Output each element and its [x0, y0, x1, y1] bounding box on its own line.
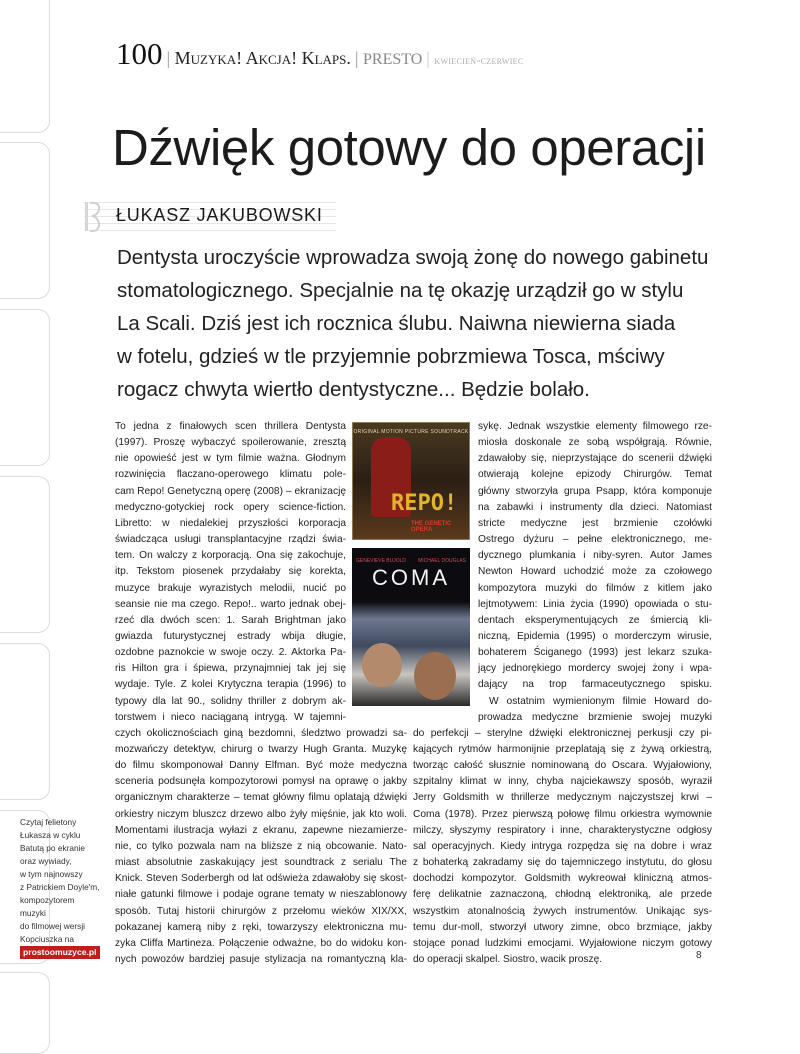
poster-title: COMA [372, 565, 450, 590]
body-text-line: lejtmotywem: Linia życia (1990) opowiada o stu- [478, 598, 712, 610]
body-text-line: orkiestry niczym bluszcz drzewo albo żyły mięśnie, jak kto woli. [115, 808, 407, 820]
body-text-line: jący jednorękiego mordercy swojej żony i wpa- [478, 663, 712, 675]
end-of-article-mark: 8 [696, 950, 702, 961]
separator: | [166, 48, 175, 68]
poster-credit: MICHAEL DOUGLAS [418, 558, 466, 564]
body-text-line: gwiazda futurystycznej estrady wbija długie, [115, 630, 346, 642]
body-text-line: pokazanej kamerą niby z ręki, towarzyszy elektroniczna mu- [115, 921, 407, 933]
body-text-line: milczy, słyszymy respiratory i inne, charakterystyczne odgłosy [413, 824, 712, 836]
body-text-line: niczną, Epidemia (1995) o morderczym wirusie, [478, 630, 712, 642]
body-text-line: dochodzi kompozytor. Goldsmith wykreował kliniczną atmos- [413, 873, 712, 885]
body-text-line: prowadza medyczne brzmienie swojej muzyki [478, 711, 712, 723]
body-text-line: niałe gatunki filmowe i podaje ograne tematy w nieszablonowy [115, 889, 407, 901]
lede-line: stomatologicznego. Specjalnie na tę okazję urządził go w stylu [117, 279, 684, 302]
body-text-line: wszystkim atonalnością żywych instrumentów. Unikając sys- [413, 905, 712, 917]
repo-soundtrack-cover-image [352, 422, 470, 540]
body-text-line: muzyce brakuje wyrazistych melodii, nucić po [115, 582, 346, 594]
body-text-line: itp. Tekstom piosenek przydałaby się korekta, [115, 566, 346, 578]
poster-credits [356, 558, 466, 564]
lede-line: Dentysta uroczyście wprowadza swoją żonę do nowego gabinetu [117, 246, 709, 269]
article-lede [117, 241, 717, 406]
body-text-line: otwierają kolejne epizody Chirurgów. Temat [478, 469, 712, 481]
body-text-line: do perfekcji – sterylne dźwięki elektronicznej perkusji czy pi- [413, 727, 712, 739]
promo-line: Czytaj felietony [20, 817, 77, 827]
magazine-name: PRESTO [363, 51, 423, 68]
body-text-line: dycznego plumkania i niby-syren. Autor James [478, 550, 712, 562]
promo-line: kompozytorem muzyki [20, 895, 75, 918]
body-text-line: bohaterem Ściganego (1993) jest lekarz szuka- [478, 647, 712, 659]
body-text-line: Newton Howard uchodzić może za czołowego [478, 566, 712, 578]
sidebar-promo [20, 816, 100, 959]
body-text-line: medyczno-gotyckiej rock opery science-fiction. [115, 501, 346, 513]
body-text-line: miast absolutnie zaskakujący jest soundtrack z serialu The [115, 857, 407, 869]
body-text-line: sal operacyjnych. Kiedy intryga rozpędza się na dobre i wraz [413, 840, 712, 852]
body-text-line: rozwinięcia flaczano-operowego klimatu pole- [115, 469, 346, 481]
coma-movie-poster-image [352, 548, 470, 706]
body-text-line: stojące ponad ludzkimi emocjami. Wyjałowione niczym gotowy [413, 937, 712, 949]
body-text-line: ozdobne paznokcie w swoje oczy. 2. Aktorka Pa- [115, 647, 346, 659]
body-text-line: do filmu skomponował Danny Elfman. Być może medyczna [115, 760, 407, 772]
issue-date: kwiecień-czerwiec [434, 53, 524, 67]
section-name: Muzyka! Akcja! Klaps. [174, 48, 351, 68]
body-text-line: W ostatnim wymienionym filmie Howard do- [489, 695, 712, 707]
body-text-line: temu dur-moll, stworzył utwory zimne, obco brzmiące, jakby [413, 921, 712, 933]
body-text-line: tem. On walczy z korporacją. Ona się zakochuje, [115, 550, 346, 562]
separator: | [354, 48, 364, 68]
body-text-line: świadcząca usługi transplantacyjne rządzi świa- [115, 534, 346, 546]
body-text-line: ferę delikatnie zaznaczoną, chłodną elektroniką, ale przede [413, 889, 712, 901]
website-link[interactable]: prostoomuzyce.pl [20, 946, 100, 959]
lede-line: rogacz chwyta wiertło dentystyczne... Będzie bolało. [117, 378, 590, 401]
promo-line: do filmowej wersji [20, 921, 86, 931]
promo-line: Batutą po ekranie [20, 843, 86, 853]
promo-line: Kopciuszka na [20, 934, 74, 944]
body-text-line: Coma (1978). Przez pierwszą połowę filmu orkiestra wymownie [413, 808, 712, 820]
body-text-line: organicznym charakterze – temat główny filmu oplatają dźwięki [115, 792, 407, 804]
margin-tab [0, 643, 50, 800]
running-header [116, 36, 524, 72]
margin-tab [0, 972, 50, 1054]
body-text-line: nych powozów bardziej pasuje stylizacja na romantyczną kla- [115, 953, 407, 965]
cover-caption: ORIGINAL MOTION PICTURE SOUNDTRACK [353, 429, 469, 435]
body-text-line: Jerry Goldsmith w thrillerze medycznym najczystszej krwi – [413, 792, 712, 804]
body-text-line: cam Repo! Genetyczną operę (2008) – ekranizację [115, 485, 346, 497]
body-text-line: z bohaterką zakradamy się do tajemniczego instytutu, do głosu [413, 857, 712, 869]
margin-tab [0, 0, 50, 133]
body-text-line: na zabawki i instrumenty dla dzieci. Natomiast [478, 501, 712, 513]
article-title: Dźwięk gotowy do operacji [112, 119, 706, 176]
promo-line: oraz wywiady, [20, 856, 72, 866]
margin-tab [0, 476, 50, 633]
body-text-line: nie, co tylko pozwala nam na bliższe z nią obcowanie. Nato- [115, 840, 407, 852]
body-text-line: rzeć dla dwóch scen: 1. Sarah Brightman jako [115, 614, 346, 626]
body-text-line: seansie nie ma czego. Repo!.. warto jednak obej- [115, 598, 346, 610]
poster-figure [414, 652, 456, 700]
body-text-line: sposób. Tutaj historii chirurgów z przełomu wieków XIX/XX, [115, 905, 407, 917]
body-text-line: do operacji skalpel. Siostro, wacik proszę. [413, 953, 603, 965]
body-text-line: kających rytmów harmonijnie przeplatają się z żywą orkiestrą, [413, 744, 712, 755]
separator: | [426, 48, 435, 68]
body-text-line: dający na trop farmaceutycznego spisku. [478, 679, 712, 691]
body-text-line: wydaje. Tyle. Z kolei Krytyczna terapia (1996) to [115, 679, 346, 691]
body-text-line: ris Hilton gra i śpiewa, przynajmniej tak jej się [115, 663, 346, 675]
poster-figure [362, 643, 402, 687]
clef-icon [84, 200, 102, 234]
lede-line: w fotelu, gdzieś w tle przyjemnie pobrzmiewa Tosca, mściwy [117, 345, 665, 368]
body-text-line: zdawałoby się, nieprzystające do scenerii dźwięki [478, 453, 712, 465]
body-text-line: mozwańczy detektyw, chirurg o twarzy Hugh Granta. Muzykę [115, 744, 407, 755]
promo-line: Łukasza w cyklu [20, 830, 81, 840]
cover-title: REPO! [391, 491, 458, 516]
body-text-line: Knick. Steven Soderbergh od lat odświeża zdawałoby się skost- [115, 873, 407, 885]
body-text-line: szpitalny klimat w inny, chyba najciekawszy sposób, wyraził [413, 776, 712, 788]
margin-tab [0, 142, 50, 299]
body-text-line: czych okolicznościach giną bezdomni, śledztwo prowadzi sa- [115, 727, 407, 739]
poster-credit: GENEVIEVE BUJOLD [356, 558, 407, 564]
promo-line: w tym najnowszy [20, 869, 83, 879]
body-text-line: sceneria podsunęła kompozytorowi pomysł na oprawę o jakby [115, 776, 407, 788]
body-text-line: nie opowieść jest w tym filmie ważna. Głodnym [115, 453, 346, 465]
body-text-line: miosła doskonale ze sobą współgrają. Równie, [478, 437, 712, 449]
body-text-line: kompozytora muzyki do filmów z kitlem jako [478, 582, 712, 594]
body-text-line: główny stworzyła grupa Psapp, która komponuje [478, 485, 712, 497]
body-text-line: sykę. Jednak wszystkie elementy filmowego rze- [478, 421, 712, 432]
body-text-line: (1997). Proszę wybaczyć spoilerowanie, zresztą [115, 437, 346, 449]
body-text-line: torstwem i nieco naciąganą intrygą. W tajemni- [115, 711, 346, 723]
page-number: 100 [116, 36, 163, 71]
promo-line: z Patrickiem Doyle'm, [20, 882, 100, 892]
body-text-line: typowy dla lat 90., solidny thriller z dobrym ak- [115, 695, 346, 707]
body-text-line: To jedna z finałowych scen thrillera Dentysta [115, 421, 346, 432]
body-text-line: Ostrego dyżuru – pełne elektronicznego, me- [478, 534, 712, 546]
cover-subtitle: THE GENETIC OPERA [411, 521, 452, 533]
body-text-line: Libretto: w niedalekiej przyszłości korporacja [115, 517, 346, 529]
body-text-line: stricte medyczne jest brzmienie czołówki [478, 517, 712, 529]
body-text-line: zyka Cliffa Martineza. Połączenie odważne, bo do widoku kon- [115, 937, 407, 949]
body-text-line: dentach eksperymentujących ze śmiercią kli- [478, 614, 712, 626]
author-name: ŁUKASZ JAKUBOWSKI [116, 205, 323, 225]
lede-line: La Scali. Dziś jest ich rocznica ślubu. Naiwna niewierna siada [117, 312, 676, 335]
body-text-line: tworząc całość słusznie nominowaną do Oscara. Wyjałowiony, [413, 760, 712, 772]
body-text-line: Momentami ilustracja wyłazi z ekranu, zapewne niezamierze- [115, 824, 407, 836]
margin-tab [0, 309, 50, 466]
